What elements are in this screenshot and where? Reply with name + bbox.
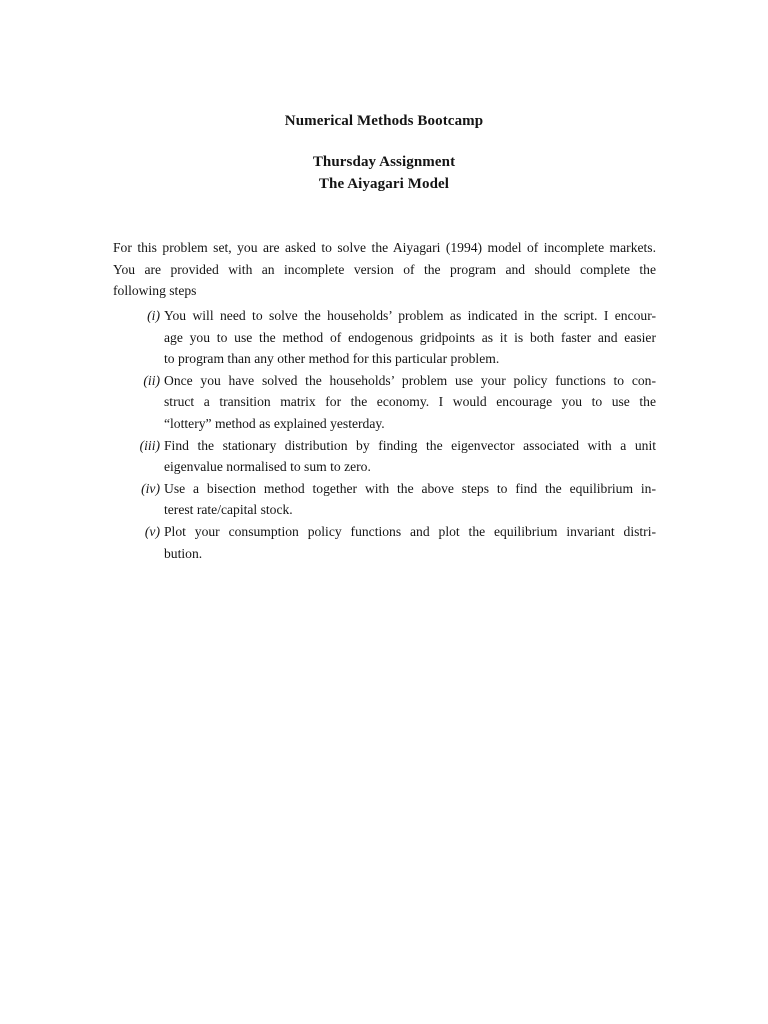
intro-paragraph: [113, 237, 656, 302]
list-item-number: (iii): [139, 437, 160, 453]
list-item-text: Plot your consumption policy functions and plot the equilibrium invariant distri-: [164, 523, 656, 539]
steps-list: [113, 305, 656, 564]
list-item-text: bution.: [164, 545, 203, 561]
list-item-text: Find the stationary distribution by finding the eigenvector associated with a unit: [164, 437, 656, 453]
list-item-text: eigenvalue normalised to sum to zero.: [164, 459, 371, 475]
intro-line: You are provided with an incomplete version of the program and should complete the: [113, 261, 656, 277]
list-item-number: (ii): [143, 372, 160, 388]
list-item-text: You will need to solve the households’ problem as indicated in the script. I encour-: [164, 308, 656, 323]
list-item-number: (iv): [141, 480, 160, 496]
list-item-text: terest rate/capital stock.: [164, 502, 293, 518]
list-item: [113, 521, 656, 564]
model-heading: The Aiyagari Model: [318, 176, 450, 192]
intro-line: following steps: [113, 283, 197, 299]
intro-line: For this problem set, you are asked to solve the Aiyagari (1994) model of incomplete markets.: [113, 240, 656, 255]
list-item-text: struct a transition matrix for the economy. I would encourage you to use the: [164, 394, 656, 410]
list-item: [113, 370, 656, 435]
list-item-number: (i): [147, 308, 160, 323]
list-item-text: Use a bisection method together with the above steps to find the equilibrium in-: [164, 480, 656, 496]
list-item-number: (v): [144, 523, 160, 539]
assignment-heading: Thursday Assignment: [312, 154, 456, 170]
list-item: [113, 305, 656, 370]
list-item: [113, 478, 656, 521]
list-item: [113, 435, 656, 478]
list-item-text: to program than any other method for this particular problem.: [164, 351, 500, 367]
document-title: Numerical Methods Bootcamp: [284, 113, 484, 129]
list-item-text: age you to use the method of endogenous gridpoints as it is both faster and easier: [164, 329, 656, 345]
list-item-text: Once you have solved the households’ problem use your policy functions to con-: [164, 372, 656, 388]
list-item-text: “lottery” method as explained yesterday.: [164, 415, 385, 431]
